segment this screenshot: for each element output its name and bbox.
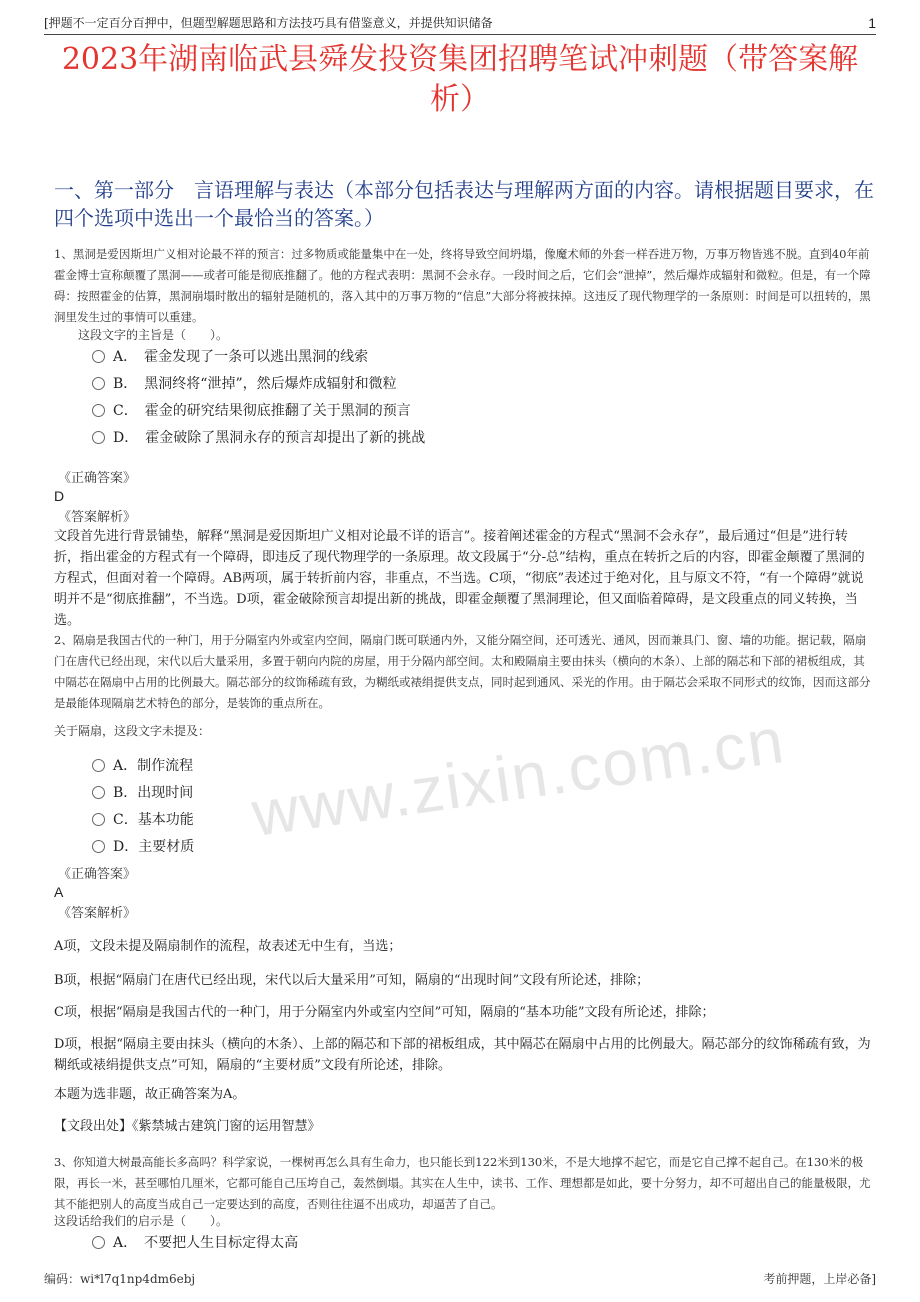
question-1-text: 1、黑洞是爱因斯坦广义相对论最不祥的预言：过多物质或能量集中在一处，终将导致空间坍塌，像魔术师的外套一样吞进万物，万事万物皆逃不脱。直到40年前霍金博士宣称颠覆了黑洞——或者可能是彻底推翻了。他的方程式表明：黑洞不会永存。一段时间之后，它们会“泄掉”，然后爆炸成辐射和微粒。但是，有一个障碍：按照霍金的估算，黑洞崩塌时散出的辐射是随机的，落入其中的万事万物的“信息”大部分将被抹掉。这违反了现代物理学的一条原则：时间是可以扭转的，黑洞里发生过的事情可以重建。 bbox=[54, 247, 871, 324]
radio-icon[interactable] bbox=[92, 786, 105, 799]
q1-option-c[interactable] bbox=[92, 400, 792, 422]
q2-option-a-label: A．制作流程 bbox=[113, 758, 194, 774]
radio-icon[interactable] bbox=[92, 813, 105, 826]
q1-option-d-label: D． 霍金破除了黑洞永存的预言却提出了新的挑战 bbox=[113, 430, 426, 446]
section-heading: 一、第一部分 言语理解与表达（本部分包括表达与理解两方面的内容。请根据题目要求，在四个选项中选出一个最恰当的答案。） bbox=[54, 178, 874, 230]
q2-analysis-line: C项，根据“隔扇是我国古代的一种门，用于分隔室内外或室内空间”可知，隔扇的“基本功能”文段有所论述，排除； bbox=[54, 1005, 715, 1020]
question-1-prompt: 这段文字的主旨是（ ）。 bbox=[78, 328, 229, 342]
radio-icon[interactable] bbox=[92, 404, 105, 417]
q2-answer: A bbox=[54, 884, 64, 900]
radio-icon[interactable] bbox=[92, 759, 105, 772]
q1-option-b-label: B． 黑洞终将“泄掉”，然后爆炸成辐射和微粒 bbox=[113, 376, 397, 392]
q2-option-c-label: C．基本功能 bbox=[113, 812, 194, 828]
question-3-text: 3、你知道大树最高能长多高吗？科学家说，一棵树再怎么具有生命力，也只能长到122米到130米，不是大地撑不起它，而是它自己撑不起自己。在130米的极限，再长一米，甚至哪怕几厘米，它都可能自己压垮自己，轰然倒塌。其实在人生中，读书、工作、理想都是如此，要十分努力，却不可超出自己的能量极限，尤其不能把别人的高度当成自己一定要达到的高度，否则往往逼不出成功，却逼苦了自己。 bbox=[54, 1155, 871, 1211]
q1-analysis: 文段首先进行背景铺垫，解释“黑洞是爱因斯坦广义相对论最不详的语言”。接着阐述霍金的方程式“黑洞不会永存”，最后通过“但是”进行转折，指出霍金的方程式有一个障碍，即违反了现代物理学的一条原理。故文段属于“分-总”结构，重点在转折之后的内容，即霍金颠覆了黑洞的方程式，但面对着一个障碍。AB两项，属于转折前内容，非重点，不当选。C项，“彻底”表述过于绝对化，且与原文不符，“有一个障碍”就说明并不是“彻底推翻”，不当选。D项，霍金破除预言却提出新的挑战，即霍金颠覆了黑洞理论，但又面临着障碍，是文段重点的同义转换，当选。 bbox=[54, 529, 865, 628]
q1-option-a[interactable] bbox=[92, 346, 792, 368]
q2-option-d-label: D．主要材质 bbox=[113, 839, 195, 855]
q1-option-d[interactable] bbox=[92, 427, 792, 449]
radio-icon[interactable] bbox=[92, 377, 105, 390]
radio-icon[interactable] bbox=[92, 1236, 105, 1249]
q1-option-a-label: A． 霍金发现了一条可以逃出黑洞的线索 bbox=[113, 349, 369, 365]
radio-icon[interactable] bbox=[92, 431, 105, 444]
q2-option-d[interactable] bbox=[92, 836, 792, 858]
q1-analysis-label: 《答案解析》 bbox=[58, 510, 137, 525]
q3-option-a-label: A． 不要把人生目标定得太高 bbox=[113, 1235, 299, 1251]
footer-tagline: 考前押题，上岸必备] bbox=[763, 1272, 876, 1286]
question-3-prompt: 这段话给我们的启示是（ ）。 bbox=[54, 1214, 229, 1228]
question-2-text: 2、隔扇是我国古代的一种门，用于分隔室内外或室内空间，隔扇门既可联通内外，又能分隔空间，还可透光、通风，因而兼具门、窗、墙的功能。据记载，隔扇门在唐代已经出现，宋代以后大量采用，多置于朝向内院的房屋，用于分隔内部空间。太和殿隔扇主要由抹头（横向的木条）、上部的隔芯和下部的裙板组成，其中隔芯在隔扇中占用的比例最大。隔芯部分的纹饰稀疏有致，为糊纸或裱绢提供支点，同时起到通风、采光的作用。由于隔芯会采取不同形式的纹饰，因而这部分是最能体现隔扇艺术特色的部分，是装饰的重点所在。 bbox=[54, 633, 871, 710]
radio-icon[interactable] bbox=[92, 350, 105, 363]
q1-option-c-label: C． 霍金的研究结果彻底推翻了关于黑洞的预言 bbox=[113, 403, 411, 419]
q2-option-b-label: B．出现时间 bbox=[113, 785, 194, 801]
q2-answer-label: 《正确答案》 bbox=[58, 867, 137, 882]
q1-option-b[interactable] bbox=[92, 373, 792, 395]
q1-answer-label: 《正确答案》 bbox=[58, 471, 137, 486]
document-title: 2023年湖南临武县舜发投资集团招聘笔试冲刺题（带答案解析） bbox=[61, 42, 859, 117]
footer-code: 编码：wi*l7q1np4dm6ebj bbox=[44, 1272, 196, 1286]
q2-option-a[interactable] bbox=[92, 755, 792, 777]
q2-source: 【文段出处】《紫禁城古建筑门窗的运用智慧》 bbox=[54, 1119, 321, 1134]
q2-analysis-line: A项，文段未提及隔扇制作的流程，故表述无中生有，当选； bbox=[54, 939, 402, 954]
q2-analysis-line: B项，根据“隔扇门在唐代已经出现，宋代以后大量采用”可知，隔扇的“出现时间”文段有所论述，排除； bbox=[54, 973, 650, 988]
q2-analysis-label: 《答案解析》 bbox=[58, 906, 137, 921]
q1-answer: D bbox=[54, 488, 65, 504]
question-2-prompt: 关于隔扇，这段文字未提及： bbox=[54, 724, 211, 738]
q2-option-b[interactable] bbox=[92, 782, 792, 804]
q2-analysis-line: D项，根据“隔扇主要由抹头（横向的木条）、上部的隔芯和下部的裙板组成，其中隔芯在隔扇中占用的比例最大。隔芯部分的纹饰稀疏有致，为糊纸或裱绢提供支点”可知，隔扇的“主要材质”文段有所论述，排除。 bbox=[54, 1037, 871, 1073]
page-header bbox=[44, 14, 876, 35]
q2-option-c[interactable] bbox=[92, 809, 792, 831]
watermark: www.zixin.com.cn bbox=[247, 703, 790, 851]
header-note: [押题不一定百分百押中，但题型解题思路和方法技巧具有借鉴意义，并提供知识储备 bbox=[44, 16, 493, 30]
q2-analysis-line: 本题为选非题，故正确答案为A。 bbox=[54, 1087, 246, 1102]
q3-option-a[interactable] bbox=[92, 1232, 792, 1254]
radio-icon[interactable] bbox=[92, 840, 105, 853]
page-number: 1 bbox=[868, 15, 876, 31]
